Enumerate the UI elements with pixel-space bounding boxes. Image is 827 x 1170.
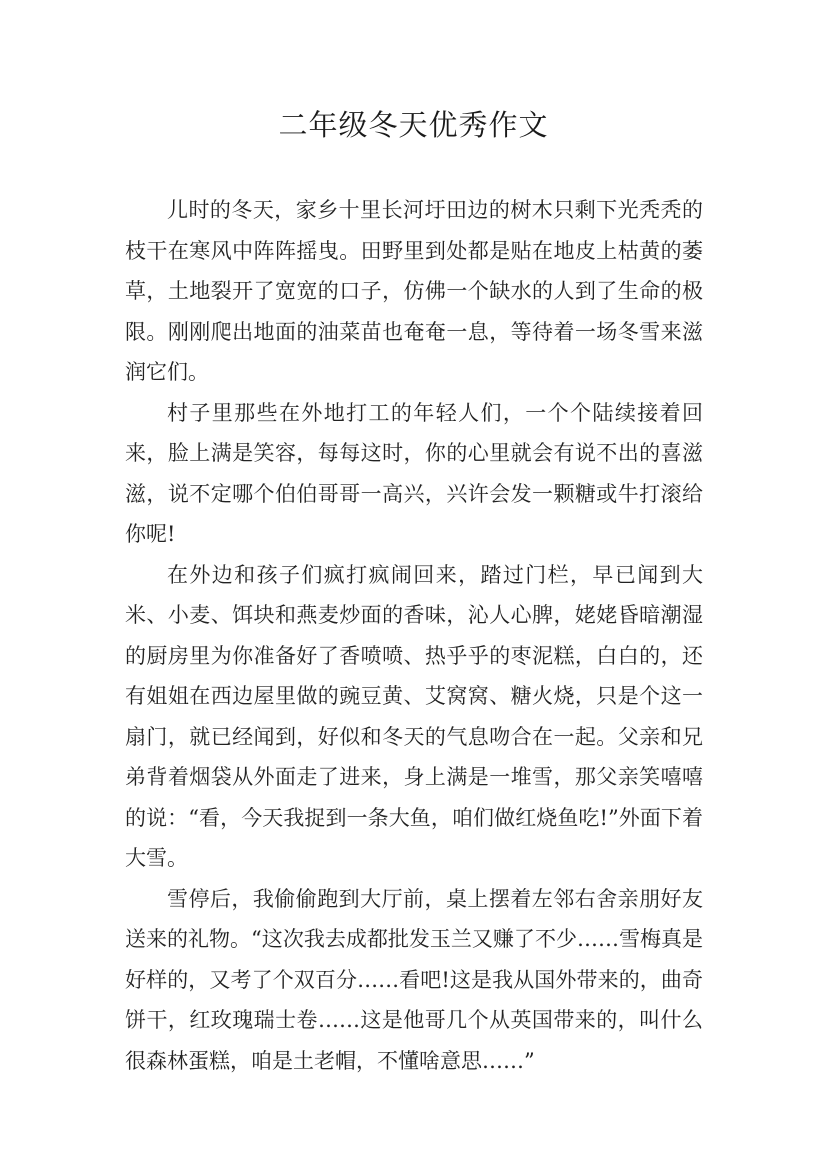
page-title: 二年级冬天优秀作文	[278, 108, 549, 142]
essay-body	[125, 190, 703, 1081]
paragraph-4: 雪停后，我偷偷跑到大厅前，桌上摆着左邻右舍亲朋好友送来的礼物。“这次我去成都批发玉兰又赚了不少……雪梅真是好样的，又考了个双百分……看吧!这是我从国外带来的，曲奇饼干，红玫瑰瑞士卷……这是他哥几个从英国带来的，叫什么很森林蛋糕，咱是土老帽，不懂啥意思……”	[125, 886, 703, 1073]
paragraph-3: 在外边和孩子们疯打疯闹回来，踏过门栏，早已闻到大米、小麦、饵块和燕麦炒面的香味，沁人心脾，姥姥昏暗潮湿的厨房里为你准备好了香喷喷、热乎乎的枣泥糕，白白的，还有姐姐在西边屋里做的豌豆黄、艾窝窝、糖火烧，只是个这一扇门，就已经闻到，好似和冬天的气息吻合在一起。父亲和兄弟背着烟袋从外面走了进来，身上满是一堆雪，那父亲笑嘻嘻的说：“看，今天我捉到一条大鱼，咱们做红烧鱼吃!”外面下着大雪。	[125, 562, 703, 870]
paragraph-2: 村子里那些在外地打工的年轻人们，一个个陆续接着回来，脸上满是笑容，每每这时，你的心里就会有说不出的喜滋滋，说不定哪个伯伯哥哥一高兴，兴许会发一颗糖或牛打滚给你呢!	[125, 400, 703, 546]
paragraph-1: 儿时的冬天，家乡十里长河圩田边的树木只剩下光秃秃的枝干在寒风中阵阵摇曳。田野里到处都是贴在地皮上枯黄的萎草，土地裂开了宽宽的口子，仿佛一个缺水的人到了生命的极限。刚刚爬出地面的油菜苗也奄奄一息，等待着一场冬雪来滋润它们。	[125, 198, 703, 384]
